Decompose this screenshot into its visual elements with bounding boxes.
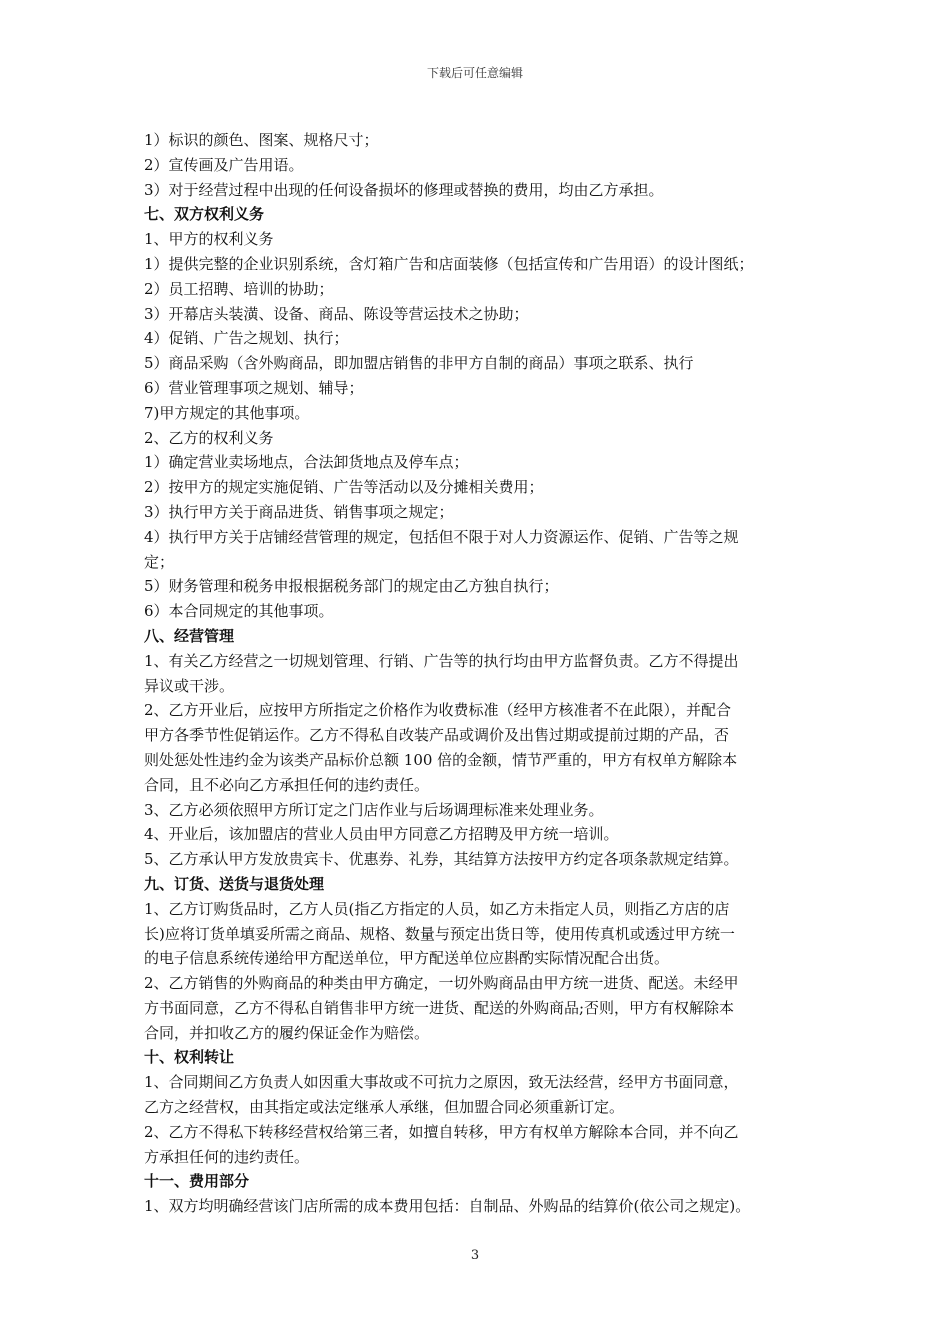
body-line: 3、乙方必须依照甲方所订定之门店作业与后场调理标准来处理业务。	[144, 800, 604, 819]
body-line: 2）宣传画及广告用语。	[144, 155, 304, 174]
body-line: 4、开业后，该加盟店的营业人员由甲方同意乙方招聘及甲方统一培训。	[144, 825, 619, 844]
body-line: 2、乙方的权利义务	[144, 428, 274, 447]
section-heading: 十、权利转让	[144, 1048, 235, 1067]
body-line: 7)甲方规定的其他事项。	[144, 403, 310, 422]
section-heading: 七、双方权利义务	[144, 205, 265, 224]
body-line: 合同，并扣收乙方的履约保证金作为赔偿。	[144, 1023, 430, 1042]
body-line: 乙方之经营权，由其指定或法定继承人承继，但加盟合同必须重新订定。	[144, 1098, 625, 1117]
body-line: 2、乙方不得私下转移经营权给第三者，如擅自转移，甲方有权单方解除本合同，并不向乙	[144, 1122, 739, 1141]
body-line: 3）执行甲方关于商品进货、销售事项之规定；	[144, 502, 454, 521]
body-line: 2）员工招聘、培训的协助；	[144, 279, 334, 298]
body-line: 5）财务管理和税务申报根据税务部门的规定由乙方独自执行；	[144, 577, 559, 596]
body-line: 1、甲方的权利义务	[144, 230, 274, 249]
page-header: 下载后可任意编辑	[426, 66, 523, 80]
body-line: 则处惩处性违约金为该类产品标价总额 100 倍的金额，情节严重的，甲方有权单方解除本	[144, 750, 738, 769]
section-heading: 十一、费用部分	[144, 1172, 250, 1191]
body-line: 5）商品采购（含外购商品，即加盟店销售的非甲方自制的商品）事项之联系、执行	[144, 354, 694, 373]
body-line: 1、乙方订购货品时，乙方人员(指乙方指定的人员，如乙方未指定人员，则指乙方店的店	[144, 899, 730, 918]
body-line: 3）开幕店头装潢、设备、商品、陈设等营运技术之协助；	[144, 304, 529, 323]
body-line: 2、乙方销售的外购商品的种类由甲方确定，一切外购商品由甲方统一进货、配送。未经甲	[144, 974, 739, 993]
body-line: 合同，且不必向乙方承担任何的违约责任。	[144, 775, 430, 794]
body-line: 1、合同期间乙方负责人如因重大事故或不可抗力之原因，致无法经营，经甲方书面同意，	[144, 1073, 739, 1092]
body-line: 的电子信息系统传递给甲方配送单位，甲方配送单位应斟酌实际情况配合出货。	[144, 949, 670, 968]
section-heading: 八、经营管理	[144, 626, 235, 645]
body-line: 2）按甲方的规定实施促销、广告等活动以及分摊相关费用；	[144, 478, 544, 497]
body-line: 1）确定营业卖场地点，合法卸货地点及停车点；	[144, 453, 469, 472]
body-line: 6）营业管理事项之规划、辅导；	[144, 378, 364, 397]
body-line: 1、双方均明确经营该门店所需的成本费用包括：自制品、外购品的结算价(依公司之规定)。	[144, 1197, 751, 1216]
body-line: 5、乙方承认甲方发放贵宾卡、优惠券、礼券，其结算方法按甲方约定各项条款规定结算。	[144, 850, 739, 869]
body-line: 4）执行甲方关于店铺经营管理的规定，包括但不限于对人力资源运作、促销、广告等之规	[144, 527, 739, 546]
body-line: 1）标识的颜色、图案、规格尺寸；	[144, 131, 379, 149]
body-line: 6）本合同规定的其他事项。	[144, 602, 334, 621]
page-number: 3	[470, 1248, 480, 1263]
body-line: 异议或干涉。	[144, 676, 235, 695]
section-heading: 九、订货、送货与退货处理	[144, 874, 325, 893]
document-body	[144, 128, 824, 1219]
body-line: 定；	[144, 552, 175, 571]
body-line: 1、有关乙方经营之一切规划管理、行销、广告等的执行均由甲方监督负责。乙方不得提出	[144, 651, 739, 670]
body-line: 4）促销、广告之规划、执行；	[144, 329, 349, 348]
body-line: 方承担任何的违约责任。	[144, 1147, 310, 1166]
body-line: 方书面同意，乙方不得私自销售非甲方统一进货、配送的外购商品;否则，甲方有权解除本	[144, 998, 735, 1017]
body-line: 2、乙方开业后，应按甲方所指定之价格作为收费标准（经甲方核准者不在此限），并配合	[144, 701, 732, 720]
body-line: 1）提供完整的企业识别系统，含灯箱广告和店面装修（包括宣传和广告用语）的设计图纸；	[144, 254, 754, 273]
body-line: 甲方各季节性促销运作。乙方不得私自改装产品或调价及出售过期或提前过期的产品，否	[144, 726, 730, 745]
body-line: 长)应将订货单填妥所需之商品、规格、数量与预定出货日等，使用传真机或透过甲方统一	[144, 924, 735, 943]
body-line: 3）对于经营过程中出现的任何设备损坏的修理或替换的费用，均由乙方承担。	[144, 180, 664, 199]
